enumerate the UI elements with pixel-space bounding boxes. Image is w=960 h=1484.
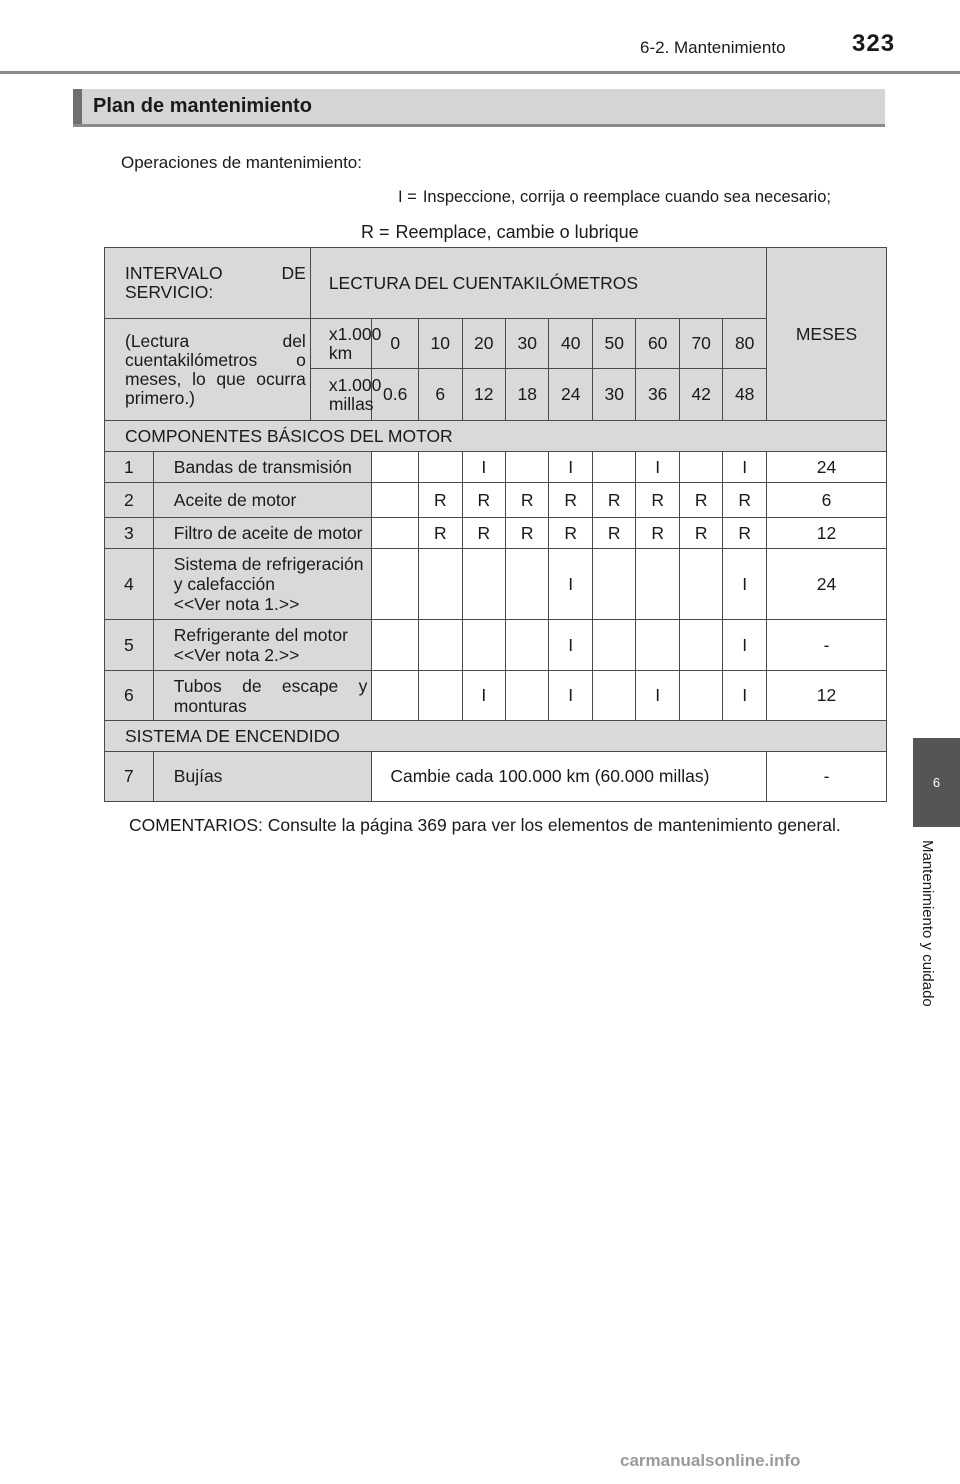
row-number: 3 — [105, 518, 154, 549]
row-interval-cell: I — [462, 452, 505, 483]
row-months: - — [766, 620, 886, 671]
miles-value: 6 — [419, 369, 462, 421]
row-item-cell — [153, 518, 372, 549]
row-interval-cell — [679, 620, 722, 671]
chapter-tab: 6 — [913, 738, 960, 827]
section-title-bar — [73, 89, 885, 127]
row-interval-cell: I — [549, 549, 592, 620]
row-interval-cell — [372, 483, 419, 518]
row-interval-cell: R — [462, 518, 505, 549]
page-number: 323 — [852, 30, 896, 57]
row-number: 2 — [105, 483, 154, 518]
row7-interval-text: Cambie cada 100.000 km (60.000 millas) — [390, 766, 710, 786]
intro-text: Operaciones de mantenimiento: — [121, 153, 362, 172]
row-interval-cell — [636, 620, 679, 671]
row-number: 7 — [105, 752, 154, 802]
row-item-cell — [153, 483, 372, 518]
km-unit: x1.000 km — [310, 319, 372, 369]
row-interval-cell — [372, 671, 419, 721]
miles-value: 30 — [592, 369, 635, 421]
miles-value: 18 — [506, 369, 549, 421]
miles-value: 0.6 — [372, 369, 419, 421]
row-number: 1 — [105, 452, 154, 483]
row-months: 24 — [766, 452, 886, 483]
row-item-name: Filtro de aceite de motor — [173, 523, 363, 543]
row-number: 5 — [105, 620, 154, 671]
table-header-row — [105, 248, 887, 319]
row-interval-cell: I — [462, 671, 505, 721]
section-ignition-label: SISTEMA DE ENCENDIDO — [105, 721, 887, 752]
row-interval-cell: R — [506, 483, 549, 518]
legend-inspect — [398, 188, 831, 207]
row-interval-cell: R — [679, 518, 722, 549]
row-interval-cell: R — [506, 518, 549, 549]
km-value: 50 — [592, 319, 635, 369]
row-interval-cell: I — [636, 452, 679, 483]
legend-replace-text: Reemplace, cambie o lubrique — [395, 222, 639, 242]
row-months: 6 — [766, 483, 886, 518]
row-interval-cell: I — [549, 452, 592, 483]
row-interval-cell: R — [636, 518, 679, 549]
row-interval-cell: I — [549, 620, 592, 671]
comments-text: COMENTARIOS: Consulte la página 369 para ver los elementos de mantenimiento general. — [129, 815, 841, 835]
row-interval-cell: R — [723, 518, 767, 549]
row-interval-cell: R — [592, 483, 635, 518]
legend-replace — [361, 222, 639, 243]
table-row — [105, 752, 887, 802]
row-interval-cell: I — [723, 452, 767, 483]
row-interval-cell: I — [723, 671, 767, 721]
section-row-ignition — [105, 721, 887, 752]
row-interval-cell — [419, 549, 462, 620]
km-value: 40 — [549, 319, 592, 369]
miles-unit: x1.000 millas — [310, 369, 372, 421]
row-interval-cell — [679, 671, 722, 721]
row-interval-cell: R — [419, 518, 462, 549]
maintenance-table — [104, 247, 887, 802]
table-row — [105, 620, 887, 671]
km-value: 0 — [372, 319, 419, 369]
row-item-name: Sistema de refrigeración y calefacción — [173, 554, 364, 594]
row-months: 24 — [766, 549, 886, 620]
row-interval-cell — [372, 518, 419, 549]
row-interval-cell: R — [462, 483, 505, 518]
row-item-name: Bandas de transmisión — [173, 457, 352, 477]
row7-interval-text-cell — [372, 752, 767, 802]
row-interval-cell: R — [723, 483, 767, 518]
table-row — [105, 549, 887, 620]
row-interval-cell — [592, 549, 635, 620]
header-divider — [0, 71, 960, 74]
row-interval-cell — [679, 452, 722, 483]
chapter-side-label-text: Mantenimiento y cuidado — [919, 840, 936, 1007]
title-accent — [73, 89, 82, 124]
legend-inspect-text: Inspeccione, corrija o reemplace cuando sea necesario; — [422, 188, 831, 206]
miles-value: 42 — [679, 369, 722, 421]
row-item-name: Bujías — [153, 752, 372, 802]
section-engine-label: COMPONENTES BÁSICOS DEL MOTOR — [105, 421, 887, 452]
row-interval-cell: I — [549, 671, 592, 721]
miles-value: 48 — [723, 369, 767, 421]
row-interval-cell — [679, 549, 722, 620]
row-item-name: Refrigerante del motor — [173, 625, 348, 645]
row-interval-cell: R — [636, 483, 679, 518]
row-interval-cell: I — [723, 549, 767, 620]
row-number: 4 — [105, 549, 154, 620]
section-row-engine — [105, 421, 887, 452]
row-interval-cell: I — [723, 620, 767, 671]
legend-replace-key: R = — [361, 222, 390, 242]
odometer-label: LECTURA DEL CUENTAKILÓMETROS — [310, 248, 766, 319]
row-item-name: Tubos de escape y monturas — [173, 675, 368, 716]
row-interval-cell — [636, 549, 679, 620]
row-months: - — [766, 752, 886, 802]
row-interval-cell — [506, 620, 549, 671]
row-item-note: <<Ver nota 1.>> — [173, 594, 300, 614]
row-interval-cell: R — [679, 483, 722, 518]
row-interval-cell — [419, 452, 462, 483]
watermark: carmanualsonline.info — [620, 1451, 801, 1470]
row-item-cell — [153, 452, 372, 483]
section-title: Plan de mantenimiento — [93, 95, 312, 117]
row-interval-cell — [419, 671, 462, 721]
row-interval-cell — [462, 620, 505, 671]
row-interval-cell: R — [549, 518, 592, 549]
row-interval-cell — [372, 549, 419, 620]
row-interval-cell: R — [549, 483, 592, 518]
interval-label-cell — [105, 248, 311, 319]
km-value: 60 — [636, 319, 679, 369]
row-months: 12 — [766, 518, 886, 549]
row-interval-cell — [462, 549, 505, 620]
table-row — [105, 483, 887, 518]
reading-note: (Lectura del cuentakilómetros o meses, lo que ocurra primero.) — [125, 330, 306, 408]
km-value: 30 — [506, 319, 549, 369]
row-interval-cell — [372, 452, 419, 483]
row-interval-cell: R — [592, 518, 635, 549]
km-value: 80 — [723, 319, 767, 369]
row-interval-cell — [372, 620, 419, 671]
row-interval-cell — [506, 452, 549, 483]
row-item-cell — [153, 549, 372, 620]
row-interval-cell — [592, 620, 635, 671]
legend-inspect-key: I = — [398, 188, 417, 206]
miles-value: 24 — [549, 369, 592, 421]
row-number: 6 — [105, 671, 154, 721]
row-interval-cell — [506, 549, 549, 620]
section-header: 6-2. Mantenimiento — [640, 38, 786, 57]
row-interval-cell — [506, 671, 549, 721]
row-months: 12 — [766, 671, 886, 721]
km-value: 20 — [462, 319, 505, 369]
table-row — [105, 671, 887, 721]
row-item-cell — [153, 671, 372, 721]
table-row — [105, 452, 887, 483]
row-interval-cell — [592, 452, 635, 483]
interval-label: INTERVALO DE SERVICIO: — [125, 263, 306, 302]
km-value: 70 — [679, 319, 722, 369]
row-item-cell — [153, 620, 372, 671]
row-interval-cell: I — [636, 671, 679, 721]
row-interval-cell — [592, 671, 635, 721]
row-item-name: Aceite de motor — [173, 490, 297, 510]
months-label: MESES — [766, 248, 886, 421]
miles-value: 12 — [462, 369, 505, 421]
row-item-note: <<Ver nota 2.>> — [173, 645, 300, 665]
table-row — [105, 518, 887, 549]
row-interval-cell — [419, 620, 462, 671]
reading-note-cell — [105, 319, 311, 421]
row-interval-cell: R — [419, 483, 462, 518]
km-value: 10 — [419, 319, 462, 369]
miles-value: 36 — [636, 369, 679, 421]
